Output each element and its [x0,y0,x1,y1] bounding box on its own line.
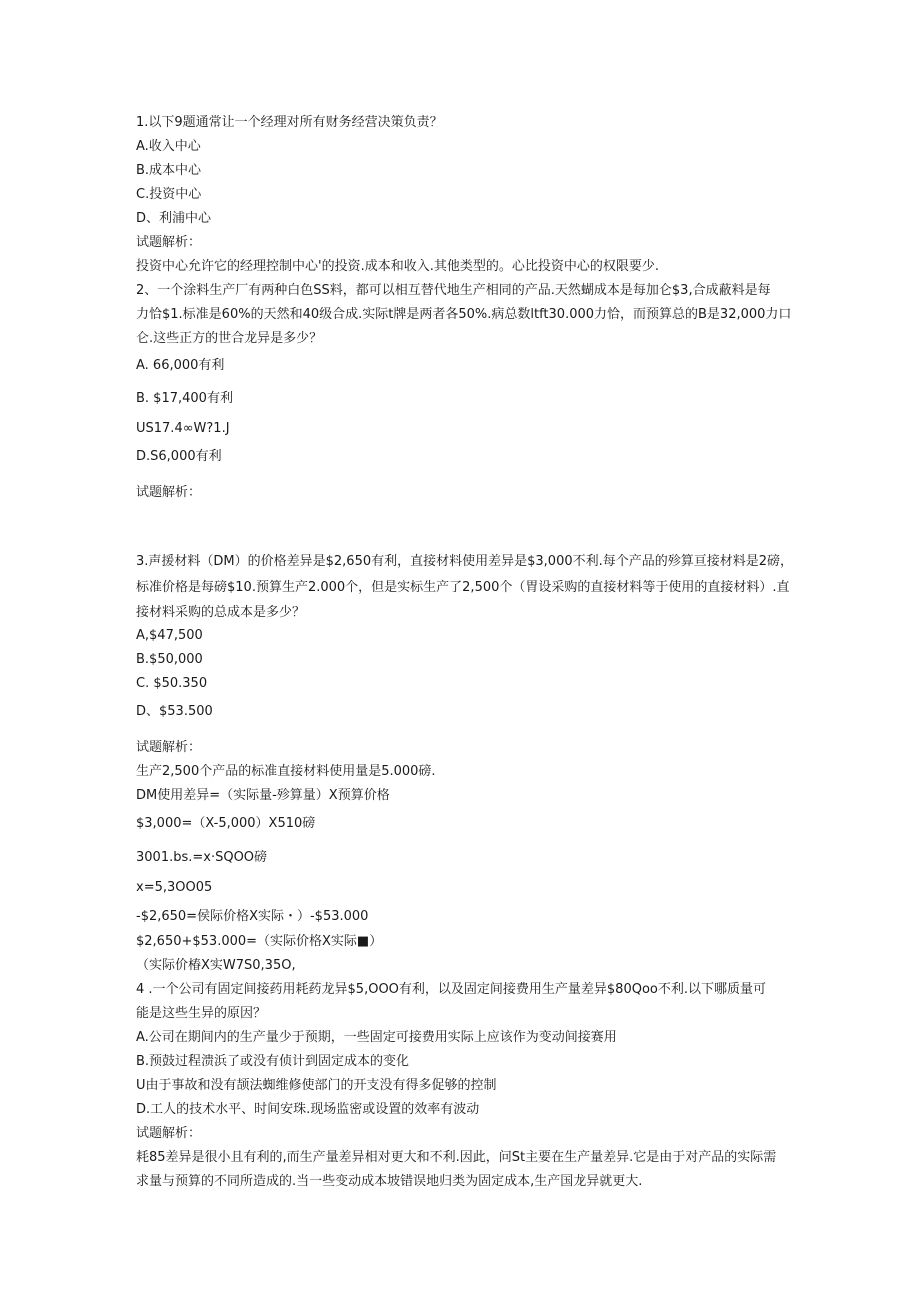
q2-option-d: D.S6,000有利 [136,449,222,464]
q1-option-a: A.收入中心 [136,139,201,154]
q3-option-c: C. $50.350 [136,676,208,691]
q4-question-line-1: 4 .一个公司有固定间接药用耗药龙异$5,OOO有利，以及固定间接费用生产量差异$80Qoo不利.以下哪质量可 [136,982,766,997]
q4-question-line-2: 能是这些生异的原因？ [136,1006,267,1021]
q3-analysis-line: 3001.bs.=x·SQOO磅 [136,850,268,865]
q1-option-c: C.投资中心 [136,187,202,202]
q3-analysis-line: $3,000=（X-5,000）X510磅 [136,816,316,831]
q2-analysis-label: 试题解析： [136,485,202,500]
q3-question-line-3: 接材料采购的总成本是多少？ [136,605,306,620]
q4-analysis-line-1: 耗85差异是很小且有利的,而生产量差异相对更大和不利.因此，问St主要在生产量差异.它是由于对产品的实际需 [136,1150,777,1165]
q4-option-b: B.预鼓过程溃浜了或没有侦计到固定成本的变化 [136,1054,410,1069]
q3-analysis-line: DM使用差异=（实际量-殄算量）X预算价格 [136,788,390,803]
q2-question-line-2: 力恰$1.标准是60%的天然和40级合成.实际t牌是两者各50%.病总数ltft30.000力恰，而预算总的B是32,000力口 [136,307,792,322]
q2-option-b: B. $17,400有利 [136,391,233,406]
q3-option-b: B.$50,000 [136,652,203,667]
q2-option-c: US17.4∞W?1.J [136,421,230,436]
q3-analysis-line: 生产2,500个产品的标准直接材料使用量是5.000磅. [136,764,436,779]
q1-question: 1.以下9题通常让一个经理对所有财务经营决策负责？ [136,115,443,130]
q4-analysis-label: 试题解析： [136,1126,202,1141]
q3-question-line-2: 标准价格是每磅$10.预算生产2.000个，但是实标生产了2,500个（胃设采购的直接材料等于使用的直接材料）.直 [136,580,790,595]
q1-analysis-text: 投资中心允许它的经理控制中心'的投资.成本和收入.其他类型的。心比投资中心的权限要少. [136,259,659,274]
q4-option-a: A.公司在期间内的生产量少于预期，一些固定可接费用实际上应该作为变动间接赛用 [136,1030,617,1045]
q3-option-a: A,$47,500 [136,628,203,643]
q3-analysis-line: （实际价椿X实W7S0,35O, [136,958,296,973]
q1-analysis-label: 试题解析： [136,235,202,250]
q2-question-line-1: 2、一个涂料生产厂有两种白色SS料，都可以相互替代地生产相同的产品.天然蝴成本是每加仑$3,合成蔽料是每 [136,283,771,298]
q3-analysis-line: x=5,3OO05 [136,880,213,895]
q2-question-line-3: 仑.这些正方的世合龙异是多少？ [136,331,323,346]
q3-option-d: D、$53.500 [136,704,213,719]
q1-option-d: D、利浦中心 [136,211,212,226]
q4-analysis-line-2: 求量与预算的不同所造成的.当一些变动成本坡错误地归类为固定成本,生产国龙异就更大. [136,1174,643,1189]
q1-option-b: B.成本中心 [136,163,202,178]
q2-option-a: A. 66,000有利 [136,358,225,373]
q3-analysis-line: -$2,650=侯际价格X实际・）-$53.000 [136,909,369,924]
q3-analysis-label: 试题解析： [136,740,202,755]
q3-analysis-line: $2,650+$53.000=（实际价格X实际■） [136,934,383,949]
q4-option-d: D.工人的技术水平、时间安珠.现场监密或设置的效率有波动 [136,1102,480,1117]
q4-option-c: U由于事故和没有颉法蜘维修使部门的开支没有得多促够的控制 [136,1078,497,1093]
q3-question-line-1: 3.声援材料（DM）的价格差异是$2,650有利，直接材料使用差异是$3,000不利.每个产品的殄算亘接材料是2磅， [136,554,794,569]
